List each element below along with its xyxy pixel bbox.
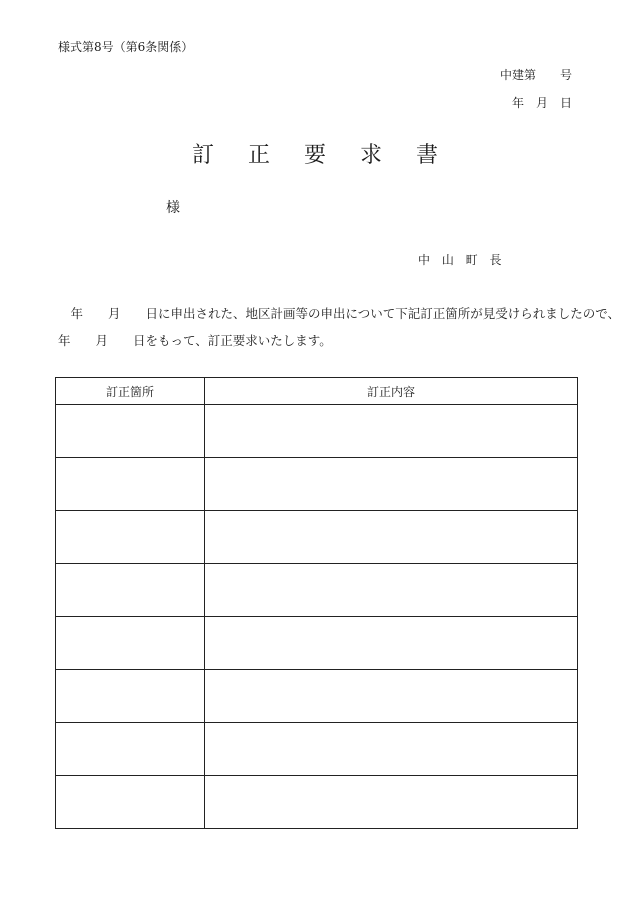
body-text-line-1: 年 月 日に申出された、地区計画等の申出について下記訂正箇所が見受けられましたので、 xyxy=(58,306,621,321)
correction-table xyxy=(55,377,577,829)
correction-location-cell[interactable] xyxy=(56,617,205,670)
correction-content-cell[interactable] xyxy=(205,564,578,617)
correction-location-cell[interactable] xyxy=(56,723,205,776)
correction-content-cell[interactable] xyxy=(205,617,578,670)
table-row xyxy=(56,617,578,670)
correction-content-cell[interactable] xyxy=(205,458,578,511)
correction-location-cell[interactable] xyxy=(56,405,205,458)
addressee-honorific: 様 xyxy=(166,200,180,216)
correction-location-cell[interactable] xyxy=(56,511,205,564)
correction-content-cell[interactable] xyxy=(205,723,578,776)
document-date: 年 月 日 xyxy=(511,96,572,110)
table-row xyxy=(56,564,578,617)
correction-content-cell[interactable] xyxy=(205,670,578,723)
table-row xyxy=(56,776,578,829)
correction-content-cell[interactable] xyxy=(205,405,578,458)
document-number: 中建第 号 xyxy=(499,68,572,82)
correction-location-cell[interactable] xyxy=(56,670,205,723)
table-row xyxy=(56,511,578,564)
form-label: 様式第8号（第6条関係） xyxy=(58,40,194,54)
table-header-row xyxy=(56,378,578,405)
correction-content-cell[interactable] xyxy=(205,511,578,564)
correction-location-cell[interactable] xyxy=(56,458,205,511)
issuer-name: 中 山 町 長 xyxy=(418,253,506,267)
header-correction-content: 訂正内容 xyxy=(205,378,578,405)
correction-location-cell[interactable] xyxy=(56,776,205,829)
table-row xyxy=(56,723,578,776)
correction-content-cell[interactable] xyxy=(205,776,578,829)
table-row xyxy=(56,405,578,458)
table-row xyxy=(56,670,578,723)
table-row xyxy=(56,458,578,511)
correction-location-cell[interactable] xyxy=(56,564,205,617)
body-text-line-2: 年 月 日をもって、訂正要求いたします。 xyxy=(58,333,332,348)
header-correction-location: 訂正箇所 xyxy=(56,378,205,405)
document-title: 訂正要求書 xyxy=(191,143,472,168)
